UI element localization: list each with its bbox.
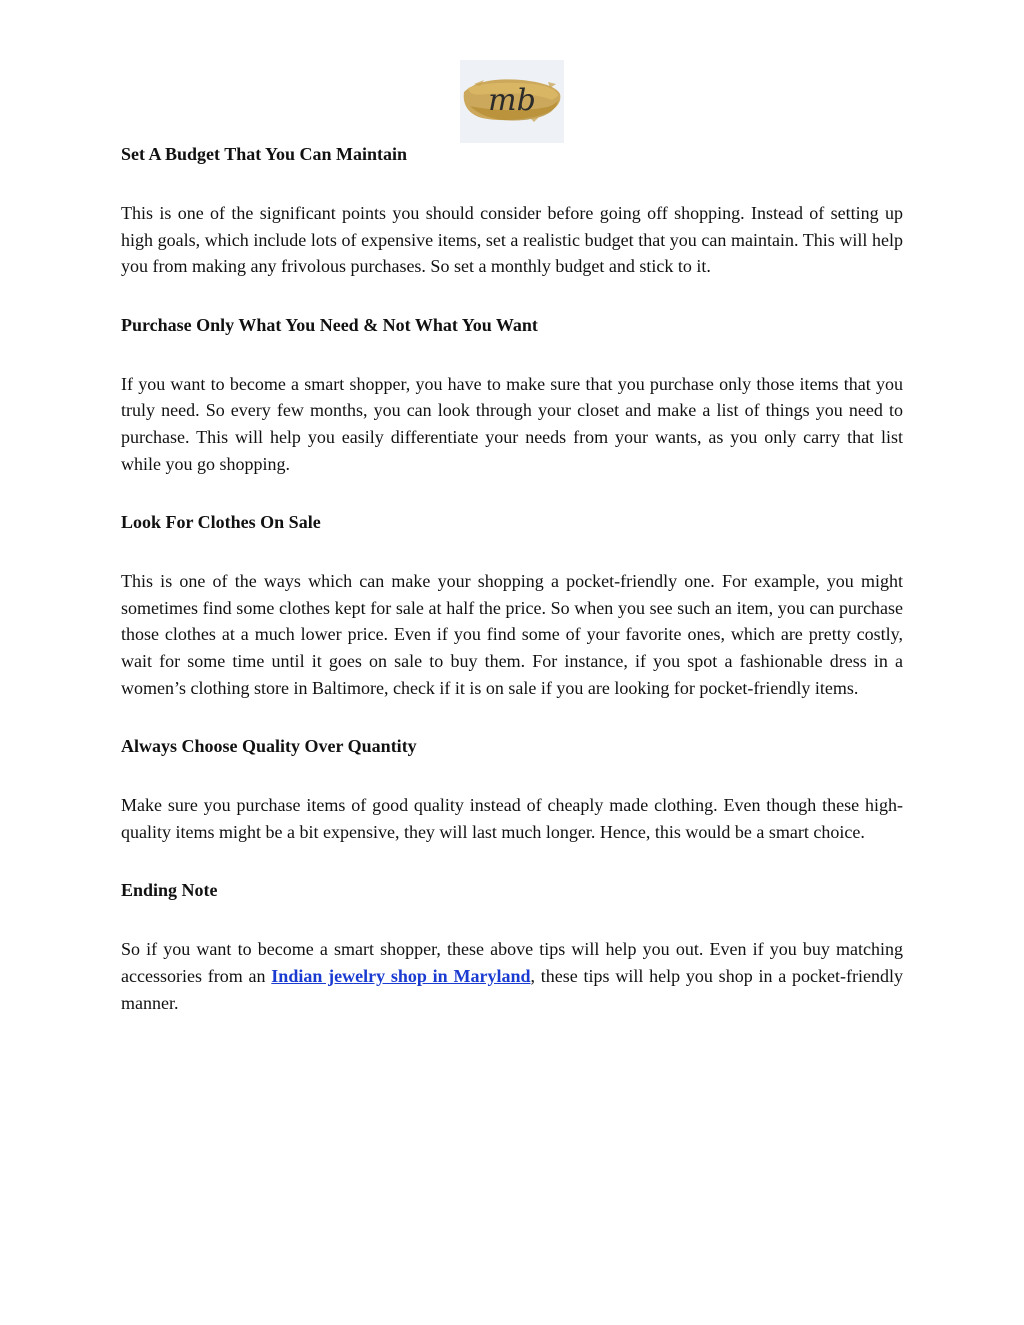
section-paragraph: If you want to become a smart shopper, you have to make sure that you purchase only those items that you truly need. So every few months, you can look through your closet and make a list of things you need to purchase. This will help you easily differentiate your needs from your wants, as you only carry that list while you go shopping.: [121, 373, 903, 474]
article-body: [121, 141, 903, 1016]
section-heading: Purchase Only What You Need & Not What You Want: [121, 314, 538, 335]
section-heading: Set A Budget That You Can Maintain: [121, 144, 408, 164]
jewelry-shop-link[interactable]: Indian jewelry shop in Maryland: [271, 965, 531, 986]
section-paragraph: This is one of the ways which can make your shopping a pocket-friendly one. For example, you might sometimes find some clothes kept for sale at half the price. So when you see such an item, you can purchase those clothes at a much lower price. Even if you find some of your favorite ones, which are pretty costly, wait for some time until it goes on sale to buy them. For instance, if you spot a fashionable dress in a women’s clothing store in Baltimore, check if it is on sale if you are looking for pocket-friendly items.: [121, 571, 903, 698]
section-paragraph: Make sure you purchase items of good quality instead of cheaply made clothing. Even though these high-quality items might be a bit expensive, they will last much longer. Hence, this would be a smart choice.: [121, 795, 903, 842]
ending-paragraph: [121, 936, 903, 1016]
section-paragraph: This is one of the significant points you should consider before going off shopping. Instead of setting up high goals, which include lots of expensive items, set a realistic budget that you can maintain. This will help you from making any frivolous purchases. So set a monthly budget and stick to it.: [121, 203, 903, 277]
section-heading: Look For Clothes On Sale: [121, 512, 321, 533]
logo-graphic: [460, 60, 564, 143]
ending-text-after-link: , these tips will help you shop in a pocket-friendly manner.: [121, 965, 903, 1013]
brand-logo: [460, 60, 564, 143]
section-heading: Ending Note: [121, 880, 218, 901]
logo-initials: mb: [488, 83, 536, 118]
ending-text-before-link: So if you want to become a smart shopper, these above tips will help you out. Even if you buy matching accessories from an: [121, 939, 903, 986]
section-heading: Always Choose Quality Over Quantity: [121, 736, 417, 757]
